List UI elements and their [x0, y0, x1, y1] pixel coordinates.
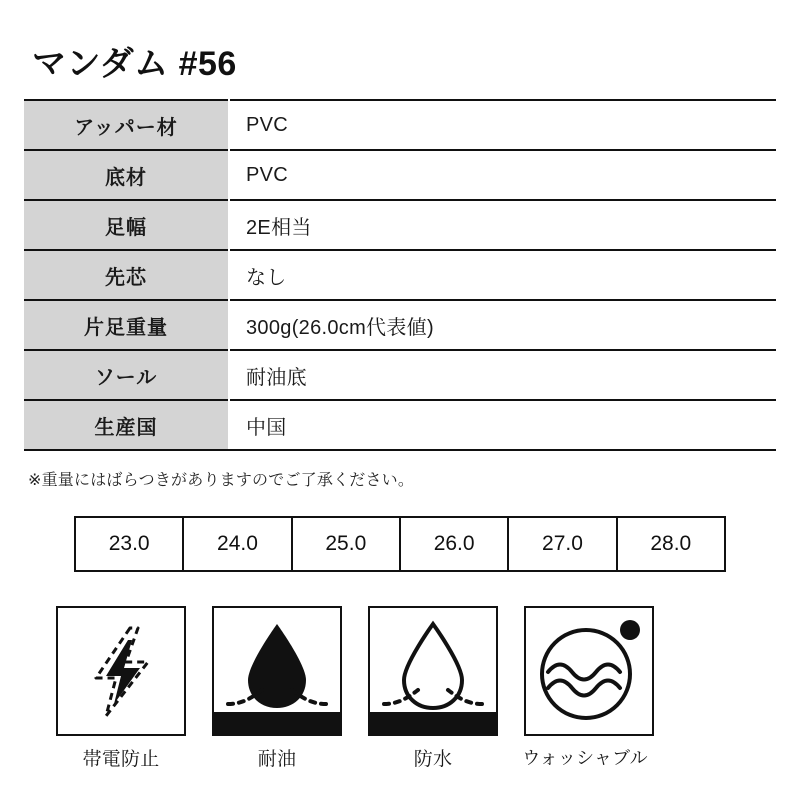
feature-caption: 耐油	[257, 749, 297, 770]
size-option: 24.0	[184, 518, 292, 570]
water-droplet-icon	[370, 608, 496, 734]
spec-value: 耐油底	[229, 350, 776, 400]
table-row	[24, 150, 776, 200]
spec-value: 2E相当	[229, 200, 776, 250]
table-row	[24, 200, 776, 250]
spec-value: なし	[229, 250, 776, 300]
feature-icon-box	[524, 606, 654, 736]
spec-value: 中国	[229, 400, 776, 450]
spec-value: 300g(26.0cm代表値)	[229, 300, 776, 350]
spec-label: 生産国	[24, 400, 229, 450]
feature-oil-resistant	[212, 606, 342, 771]
spec-label: 先芯	[24, 250, 229, 300]
table-row	[24, 250, 776, 300]
table-row	[24, 300, 776, 350]
size-option: 26.0	[401, 518, 509, 570]
size-option: 23.0	[74, 518, 184, 570]
size-option: 27.0	[509, 518, 617, 570]
feature-washable	[524, 606, 654, 771]
oil-droplet-icon	[214, 608, 340, 734]
feature-caption: ウォッシャブル	[522, 748, 648, 768]
feature-caption: 防水	[413, 749, 453, 770]
feature-waterproof	[368, 606, 498, 771]
table-row	[24, 350, 776, 400]
spec-value: PVC	[229, 100, 776, 150]
page-title: マンダム #56	[32, 45, 237, 83]
feature-icon-box	[56, 606, 186, 736]
spec-label: 片足重量	[24, 300, 229, 350]
feature-icon-box	[368, 606, 498, 736]
spec-value: PVC	[229, 150, 776, 200]
feature-icon-box	[212, 606, 342, 736]
spec-table-body	[24, 100, 776, 450]
table-row	[24, 100, 776, 150]
size-option: 25.0	[293, 518, 401, 570]
feature-caption: 帯電防止	[82, 749, 160, 770]
table-row	[24, 400, 776, 450]
feature-icon-row	[56, 606, 776, 771]
lightning-bolt-icon	[58, 608, 184, 734]
spec-label: アッパー材	[24, 100, 229, 150]
size-list	[74, 516, 726, 572]
feature-antistatic	[56, 606, 186, 771]
weight-note: ※重量にはばらつきがありますのでご了承ください。	[28, 472, 415, 489]
size-option: 28.0	[618, 518, 726, 570]
spec-label: 底材	[24, 150, 229, 200]
spec-label: 足幅	[24, 200, 229, 250]
washable-circle-icon	[526, 608, 652, 734]
spec-table	[24, 99, 776, 451]
spec-label: ソール	[24, 350, 229, 400]
